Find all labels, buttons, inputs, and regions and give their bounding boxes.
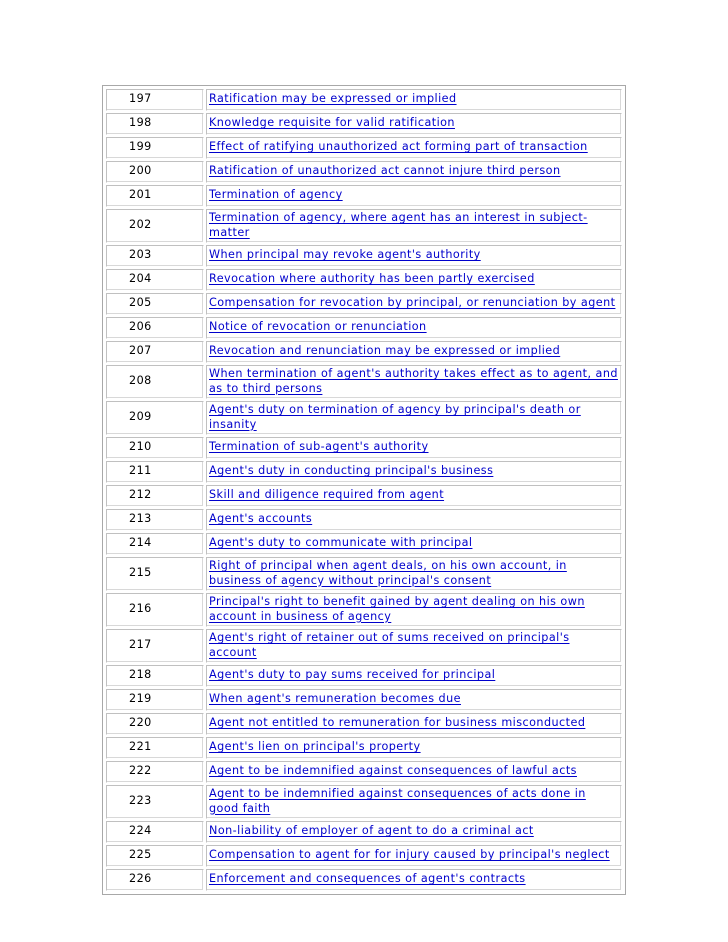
- section-title-cell: [206, 785, 622, 819]
- section-title-cell: [206, 113, 622, 135]
- section-number: 201: [106, 185, 204, 207]
- section-title-cell: [206, 401, 622, 435]
- table-row: [106, 557, 622, 591]
- section-number: 202: [106, 209, 204, 243]
- section-title-link[interactable]: Compensation to agent for for injury caused by principal's neglect: [209, 848, 610, 862]
- section-title-link[interactable]: Agent's right of retainer out of sums received on principal's account: [209, 631, 570, 659]
- table-row: [106, 113, 622, 135]
- section-title-cell: [206, 869, 622, 891]
- section-title-link[interactable]: Agent to be indemnified against consequences of lawful acts: [209, 764, 577, 778]
- section-title-cell: [206, 437, 622, 459]
- sections-table-container: [102, 85, 626, 895]
- section-title-link[interactable]: Agent's duty to communicate with principal: [209, 536, 473, 550]
- section-title-cell: [206, 365, 622, 399]
- section-title-cell: [206, 533, 622, 555]
- section-title-cell: [206, 821, 622, 843]
- table-row: [106, 629, 622, 663]
- section-title-cell: [206, 185, 622, 207]
- section-title-link[interactable]: Ratification of unauthorized act cannot injure third person: [209, 164, 561, 178]
- table-row: [106, 89, 622, 111]
- section-title-link[interactable]: Agent to be indemnified against consequences of acts done in good faith: [209, 787, 586, 815]
- section-title-cell: [206, 761, 622, 783]
- section-number: 200: [106, 161, 204, 183]
- section-title-link[interactable]: Agent's accounts: [209, 512, 313, 526]
- section-title-cell: [206, 509, 622, 531]
- section-title-link[interactable]: When agent's remuneration becomes due: [209, 692, 461, 706]
- table-row: [106, 713, 622, 735]
- section-number: 207: [106, 341, 204, 363]
- table-row: [106, 461, 622, 483]
- section-number: 204: [106, 269, 204, 291]
- section-title-link[interactable]: Termination of agency, where agent has an interest in subject-matter: [209, 211, 588, 239]
- section-number: 215: [106, 557, 204, 591]
- section-number: 224: [106, 821, 204, 843]
- section-title-cell: [206, 161, 622, 183]
- section-number: 197: [106, 89, 204, 111]
- section-title-link[interactable]: Ratification may be expressed or implied: [209, 92, 457, 106]
- table-row: [106, 245, 622, 267]
- section-number: 219: [106, 689, 204, 711]
- section-number: 205: [106, 293, 204, 315]
- section-title-cell: [206, 137, 622, 159]
- section-title-link[interactable]: Agent's duty to pay sums received for principal: [209, 668, 496, 682]
- section-number: 203: [106, 245, 204, 267]
- section-title-link[interactable]: Knowledge requisite for valid ratification: [209, 116, 455, 130]
- section-title-cell: [206, 317, 622, 339]
- section-title-link[interactable]: Compensation for revocation by principal, or renunciation by agent: [209, 296, 616, 310]
- section-number: 212: [106, 485, 204, 507]
- section-title-cell: [206, 293, 622, 315]
- section-title-cell: [206, 209, 622, 243]
- section-number: 199: [106, 137, 204, 159]
- section-title-link[interactable]: Agent not entitled to remuneration for business misconducted: [209, 716, 586, 730]
- section-title-link[interactable]: Principal's right to benefit gained by agent dealing on his own account in business of agency: [209, 595, 585, 623]
- section-number: 210: [106, 437, 204, 459]
- table-row: [106, 689, 622, 711]
- table-row: [106, 185, 622, 207]
- section-number: 206: [106, 317, 204, 339]
- section-title-link[interactable]: Skill and diligence required from agent: [209, 488, 445, 502]
- section-title-link[interactable]: When principal may revoke agent's authority: [209, 248, 481, 262]
- section-title-cell: [206, 245, 622, 267]
- table-row: [106, 821, 622, 843]
- section-number: 217: [106, 629, 204, 663]
- table-row: [106, 533, 622, 555]
- section-title-cell: [206, 269, 622, 291]
- section-title-link[interactable]: Agent's lien on principal's property: [209, 740, 421, 754]
- section-title-cell: [206, 485, 622, 507]
- section-title-link[interactable]: Notice of revocation or renunciation: [209, 320, 427, 334]
- section-title-link[interactable]: Right of principal when agent deals, on his own account, in business of agency without principal's consent: [209, 559, 567, 587]
- section-number: 213: [106, 509, 204, 531]
- table-row: [106, 401, 622, 435]
- section-number: 214: [106, 533, 204, 555]
- section-title-link[interactable]: Agent's duty on termination of agency by principal's death or insanity: [209, 403, 581, 431]
- section-number: 222: [106, 761, 204, 783]
- section-number: 209: [106, 401, 204, 435]
- table-row: [106, 665, 622, 687]
- table-row: [106, 845, 622, 867]
- section-title-cell: [206, 461, 622, 483]
- table-row: [106, 737, 622, 759]
- table-row: [106, 341, 622, 363]
- section-title-cell: [206, 665, 622, 687]
- section-number: 221: [106, 737, 204, 759]
- sections-table-body: [106, 89, 622, 891]
- table-row: [106, 761, 622, 783]
- table-row: [106, 365, 622, 399]
- table-row: [106, 317, 622, 339]
- section-title-link[interactable]: When termination of agent's authority takes effect as to agent, and as to third persons: [209, 367, 618, 395]
- section-number: 220: [106, 713, 204, 735]
- section-title-link[interactable]: Non-liability of employer of agent to do a criminal act: [209, 824, 534, 838]
- table-row: [106, 209, 622, 243]
- section-title-cell: [206, 557, 622, 591]
- table-row: [106, 869, 622, 891]
- section-title-link[interactable]: Enforcement and consequences of agent's contracts: [209, 872, 526, 886]
- section-number: 218: [106, 665, 204, 687]
- section-title-cell: [206, 629, 622, 663]
- sections-table: [104, 87, 624, 893]
- table-row: [106, 269, 622, 291]
- section-number: 225: [106, 845, 204, 867]
- table-row: [106, 293, 622, 315]
- table-row: [106, 509, 622, 531]
- table-row: [106, 485, 622, 507]
- section-number: 211: [106, 461, 204, 483]
- section-title-link[interactable]: Effect of ratifying unauthorized act forming part of transaction: [209, 140, 588, 154]
- section-title-cell: [206, 845, 622, 867]
- section-number: 198: [106, 113, 204, 135]
- section-title-cell: [206, 89, 622, 111]
- table-row: [106, 161, 622, 183]
- section-title-cell: [206, 713, 622, 735]
- section-number: 216: [106, 593, 204, 627]
- section-title-link[interactable]: Revocation and renunciation may be expressed or implied: [209, 344, 561, 358]
- section-title-cell: [206, 689, 622, 711]
- section-title-link[interactable]: Agent's duty in conducting principal's business: [209, 464, 494, 478]
- section-title-cell: [206, 737, 622, 759]
- section-title-link[interactable]: Termination of sub-agent's authority: [209, 440, 429, 454]
- table-row: [106, 593, 622, 627]
- table-row: [106, 137, 622, 159]
- section-title-link[interactable]: Termination of agency: [209, 188, 343, 202]
- section-title-cell: [206, 341, 622, 363]
- section-number: 226: [106, 869, 204, 891]
- table-row: [106, 437, 622, 459]
- table-row: [106, 785, 622, 819]
- section-title-link[interactable]: Revocation where authority has been partly exercised: [209, 272, 535, 286]
- section-number: 208: [106, 365, 204, 399]
- section-number: 223: [106, 785, 204, 819]
- section-title-cell: [206, 593, 622, 627]
